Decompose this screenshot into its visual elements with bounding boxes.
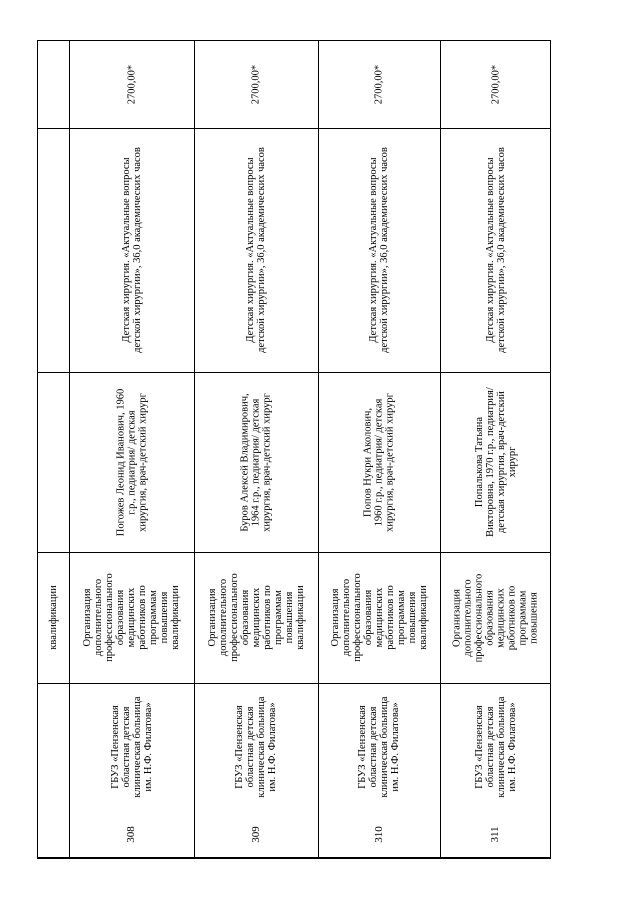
cell-text-person: Попов Нукри Аколович, 1960 г.р., педиатрия/ детская хирургия, врач-детский хирург <box>362 392 396 532</box>
table-cell-course <box>318 128 440 372</box>
table-cell-org <box>69 683 194 811</box>
table-cell-num <box>318 811 440 858</box>
cell-text-org: ГБУЗ «Пензенская областная детская клиническая больница им. Н.Ф. Филатова» <box>473 696 518 798</box>
table-cell-course <box>440 128 551 372</box>
cell-text-course: Детская хирургия. «Актуальные вопросы детской хирургии», 36,0 академических часов <box>120 147 143 353</box>
table-cell-price <box>318 40 440 128</box>
table-cell-price <box>440 40 551 128</box>
cell-text-type: Организация дополнительного профессионального образования медицинских работников по программам повышения квалификации <box>329 573 429 662</box>
cell-text-price: 2700,00* <box>373 64 385 104</box>
cell-text-course: Детская хирургия. «Актуальные вопросы детской хирургии», 36,0 академических часов <box>245 147 267 353</box>
cell-text-num: 308 <box>125 826 137 843</box>
cell-text-course: Детская хирургия. «Актуальные вопросы детской хирургии», 36,0 академических часов <box>368 147 390 353</box>
table-cell-num <box>194 811 318 858</box>
cell-text-num: 311 <box>489 826 501 843</box>
table-cell-person <box>318 372 440 552</box>
table-cell-course <box>69 128 194 372</box>
cell-text-org: ГБУЗ «Пензенская областная детская клиническая больница им. Н.Ф. Филатова» <box>234 696 278 798</box>
table-cell-type <box>440 552 551 683</box>
cell-text-num: 309 <box>249 826 262 843</box>
cell-text-org: ГБУЗ «Пензенская областная детская клиническая больница им. Н.Ф. Филатова» <box>357 696 401 798</box>
table-cell-num <box>440 811 551 858</box>
table-cell-num <box>69 811 194 858</box>
cell-text-price: 2700,00* <box>250 64 262 104</box>
cell-text-num: 310 <box>372 826 385 843</box>
cell-text-type: Организация дополнительного профессионального образования медицинских работников по программам повышения квалификации <box>82 573 181 662</box>
table-cell-course <box>194 128 318 372</box>
col-divider-org <box>37 858 551 859</box>
header-type-cell <box>37 552 69 683</box>
table-cell-price <box>194 40 318 128</box>
cell-text-person: Попалькова Татьяна Викторовна, 1970 г.р., педиатрия/ детская хирургия, врач-детский хирург <box>473 387 518 537</box>
cell-text-org: ГБУЗ «Пензенская областная детская клиническая больница им. Н.Ф. Филатова» <box>109 696 154 798</box>
header-kvalifikacii: квалификации <box>47 585 59 650</box>
table-cell-person <box>69 372 194 552</box>
table-cell-person <box>440 372 551 552</box>
cell-text-person: Буров Алексей Владимирович, 1964 г.р., педиатрия/ детская хирургия, врач-детский хирург <box>239 392 273 532</box>
cell-text-price: 2700,00* <box>490 64 501 104</box>
table-cell-type <box>69 552 194 683</box>
table-cell-price <box>69 40 194 128</box>
cell-text-course: Детская хирургия. «Актуальные вопросы детской хирургии», 36,0 академических часов <box>484 147 507 353</box>
cell-text-type: Организация дополнительного профессионального образования медицинских работников по программам повышения <box>451 573 540 662</box>
table-cell-org <box>194 683 318 811</box>
cell-text-price: 2700,00* <box>126 64 137 104</box>
table-cell-person <box>194 372 318 552</box>
table-cell-type <box>194 552 318 683</box>
table-cell-org <box>440 683 551 811</box>
table-cell-org <box>318 683 440 811</box>
cell-text-person: Погожев Леонид Иванович, 1960 г.р., педиатрия/ детская хирургия, врач-детский хирург <box>115 388 148 536</box>
cell-text-type: Организация дополнительного профессионального образования медицинских работников по программам повышения квалификации <box>206 573 306 662</box>
table-cell-type <box>318 552 440 683</box>
